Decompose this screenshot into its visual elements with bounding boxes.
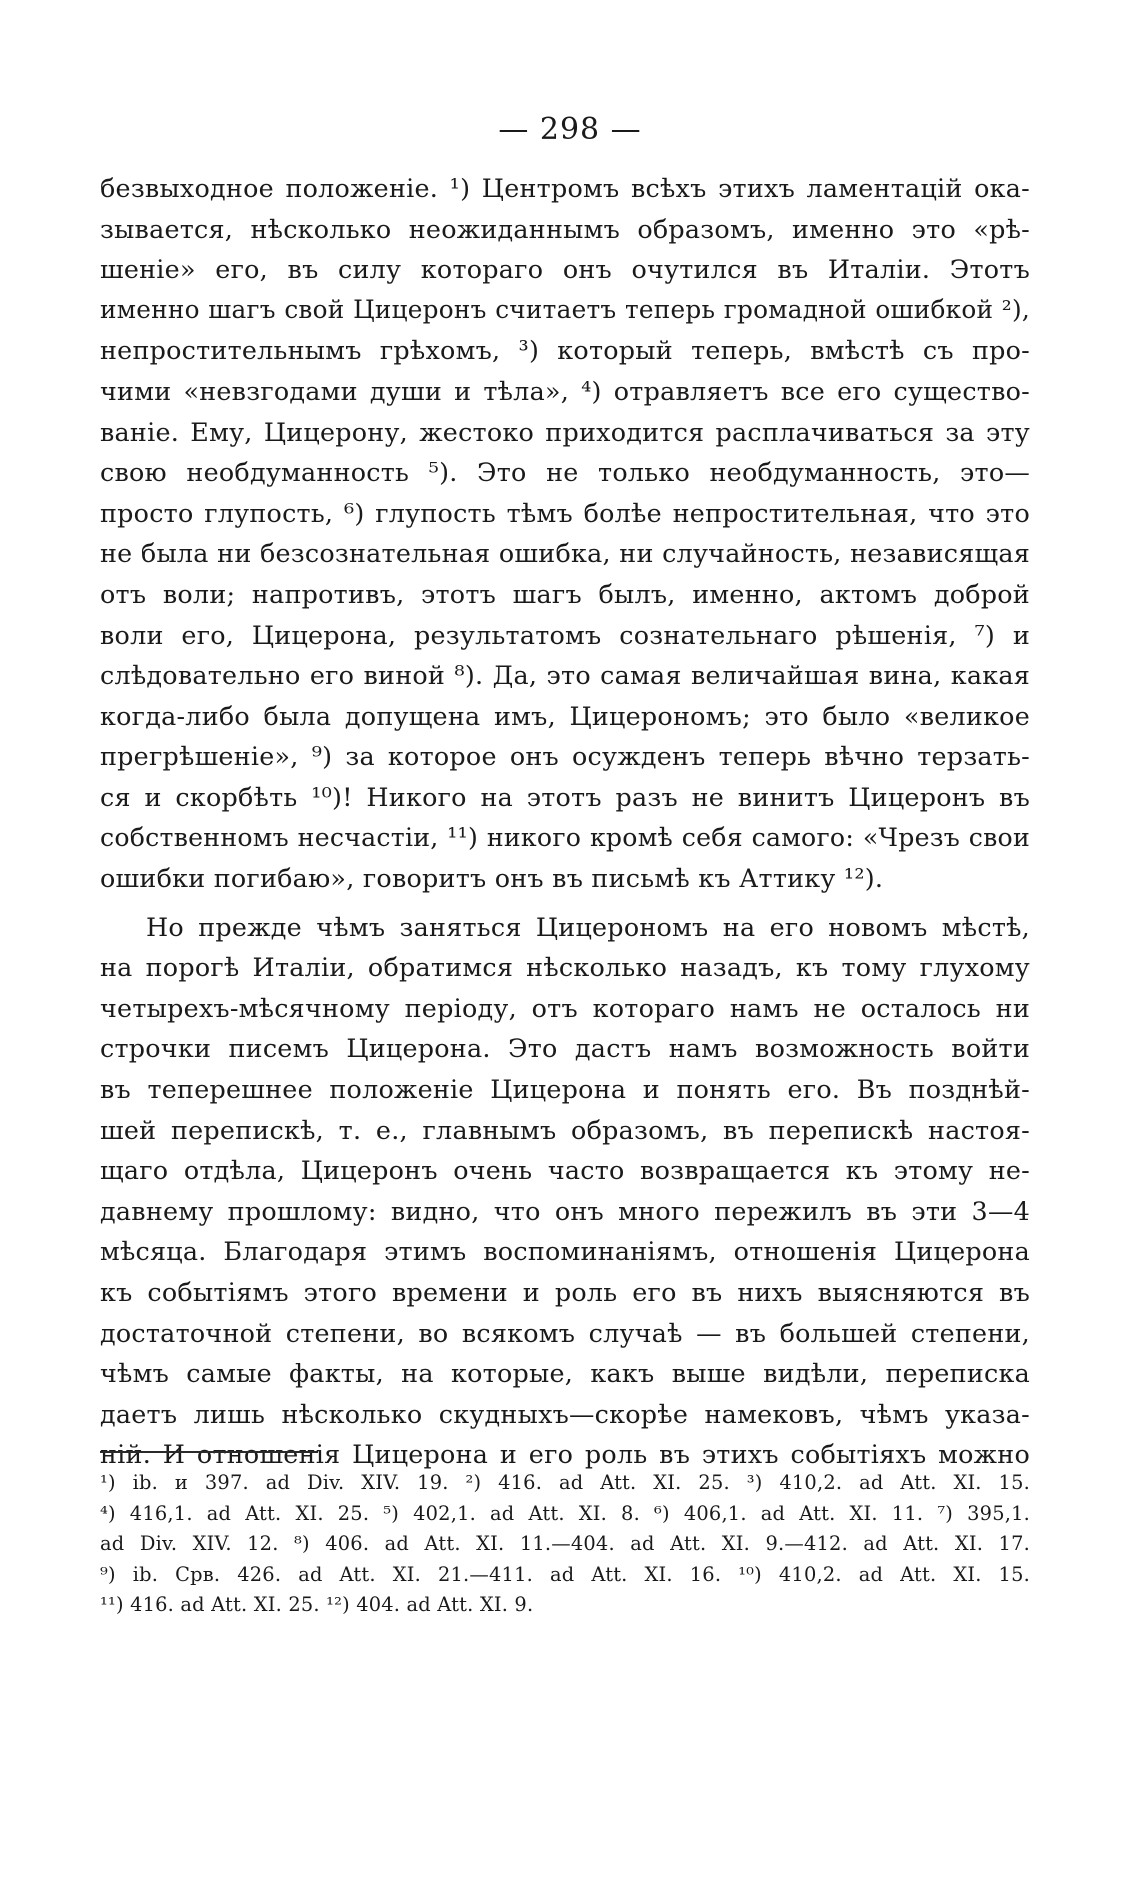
- text-line: безвыходное положеніе. ¹) Центромъ всѣхъ этихъ ламентацій ока-: [100, 173, 1030, 203]
- footnote-line: ad Div. XIV. 12. ⁸) 406. ad Att. XI. 11.—404. ad Att. XI. 9.—412. ad Att. XI. 17.: [100, 1532, 1030, 1555]
- text-line: непростительнымъ грѣхомъ, ³) который теперь, вмѣстѣ съ про-: [100, 335, 1030, 366]
- text-line: прегрѣшеніе», ⁹) за которое онъ осужденъ теперь вѣчно терзать-: [100, 741, 1030, 772]
- text-line: слѣдовательно его виной ⁸). Да, это самая величайшая вина, какая: [100, 660, 1030, 691]
- text-line: когда-либо была допущена имъ, Цицерономъ; это было «великое: [100, 700, 1030, 731]
- text-line: щаго отдѣла, Цицеронъ очень часто возвращается къ этому не-: [100, 1155, 1030, 1186]
- footnote-line: ¹¹) 416. ad Att. XI. 25. ¹²) 404. ad Att. XI. 9.: [100, 1593, 534, 1616]
- text-line: чими «невзгодами души и тѣла», ⁴) отравляетъ все его существо-: [100, 375, 1030, 406]
- text-line: воли его, Цицерона, результатомъ сознательнаго рѣшенія, ⁷) и: [100, 619, 1030, 650]
- text-line: ся и скорбѣть ¹⁰)! Никого на этотъ разъ не винитъ Цицеронъ въ: [100, 781, 1030, 812]
- text-line: мѣсяца. Благодаря этимъ воспоминаніямъ, отношенія Цицерона: [100, 1236, 1030, 1267]
- text-line: строчки писемъ Цицерона. Это дастъ намъ возможность войти: [100, 1033, 1030, 1064]
- footnote-line: ⁴) 416,1. ad Att. XI. 25. ⁵) 402,1. ad Att. XI. 8. ⁶) 406,1. ad Att. XI. 11. ⁷) 395,1.: [100, 1501, 1030, 1525]
- footnote-line: ⁹) ib. Срв. 426. ad Att. XI. 21.—411. ad Att. XI. 16. ¹⁰) 410,2. ad Att. XI. 15.: [100, 1562, 1030, 1586]
- text-line: къ событіямъ этого времени и роль его въ нихъ выясняются въ: [100, 1277, 1030, 1308]
- footnote-line: ¹) ib. и 397. ad Div. XIV. 19. ²) 416. ad Att. XI. 25. ³) 410,2. ad Att. XI. 15.: [100, 1471, 1030, 1494]
- text-line: достаточной степени, во всякомъ случаѣ — въ большей степени,: [100, 1317, 1030, 1348]
- text-line: именно шагъ свой Цицеронъ считаетъ теперь громадной ошибкой ²),: [100, 294, 1030, 324]
- text-line: четырехъ-мѣсячному періоду, отъ котораго намъ не осталось ни: [100, 992, 1030, 1023]
- text-line: шей перепискѣ, т. е., главнымъ образомъ, въ перепискѣ настоя-: [100, 1114, 1030, 1145]
- text-line: Но прежде чѣмъ заняться Цицерономъ на его новомъ мѣстѣ,: [146, 911, 1030, 942]
- text-line: зывается, нѣсколько неожиданнымъ образомъ, именно это «рѣ-: [100, 213, 1030, 244]
- text-line: свою необдуманность ⁵). Это не только необдуманность, это—: [100, 457, 1030, 488]
- text-line: шеніе» его, въ силу котораго онъ очутился въ Италіи. Этотъ: [100, 254, 1030, 285]
- footnote-divider: [100, 1451, 318, 1453]
- paragraph-gap: [100, 899, 1030, 907]
- text-line: ошибки погибаю», говоритъ онъ въ письмѣ къ Аттику ¹²).: [100, 863, 884, 894]
- text-line: даетъ лишь нѣсколько скудныхъ—скорѣе намековъ, чѣмъ указа-: [100, 1398, 1030, 1429]
- text-line: давнему прошлому: видно, что онъ много пережилъ въ эти 3—4: [100, 1195, 1030, 1226]
- footnotes: [100, 1468, 1030, 1621]
- text-line: въ теперешнее положеніе Цицерона и понять его. Въ позднѣй-: [100, 1074, 1030, 1105]
- text-line: просто глупость, ⁶) глупость тѣмъ болѣе непростительная, что это: [100, 497, 1030, 528]
- text-line: на порогѣ Италіи, обратимся нѣсколько назадъ, къ тому глухому: [100, 952, 1030, 983]
- text-line: ваніе. Ему, Цицерону, жестоко приходится расплачиваться за эту: [100, 416, 1030, 447]
- text-line: ній. И отношенія Цицерона и его роль въ этихъ событіяхъ можно: [100, 1439, 1030, 1470]
- text-line: не была ни безсознательная ошибка, ни случайность, независящая: [100, 538, 1030, 569]
- text-line: отъ воли; напротивъ, этотъ шагъ былъ, именно, актомъ доброй: [100, 578, 1030, 609]
- main-text: [100, 168, 1030, 1475]
- text-line: собственномъ несчастіи, ¹¹) никого кромѣ себя самого: «Чрезъ свои: [100, 822, 1030, 852]
- text-line: чѣмъ самые факты, на которые, какъ выше видѣли, переписка: [100, 1358, 1030, 1389]
- page-number: — 298 —: [498, 112, 642, 147]
